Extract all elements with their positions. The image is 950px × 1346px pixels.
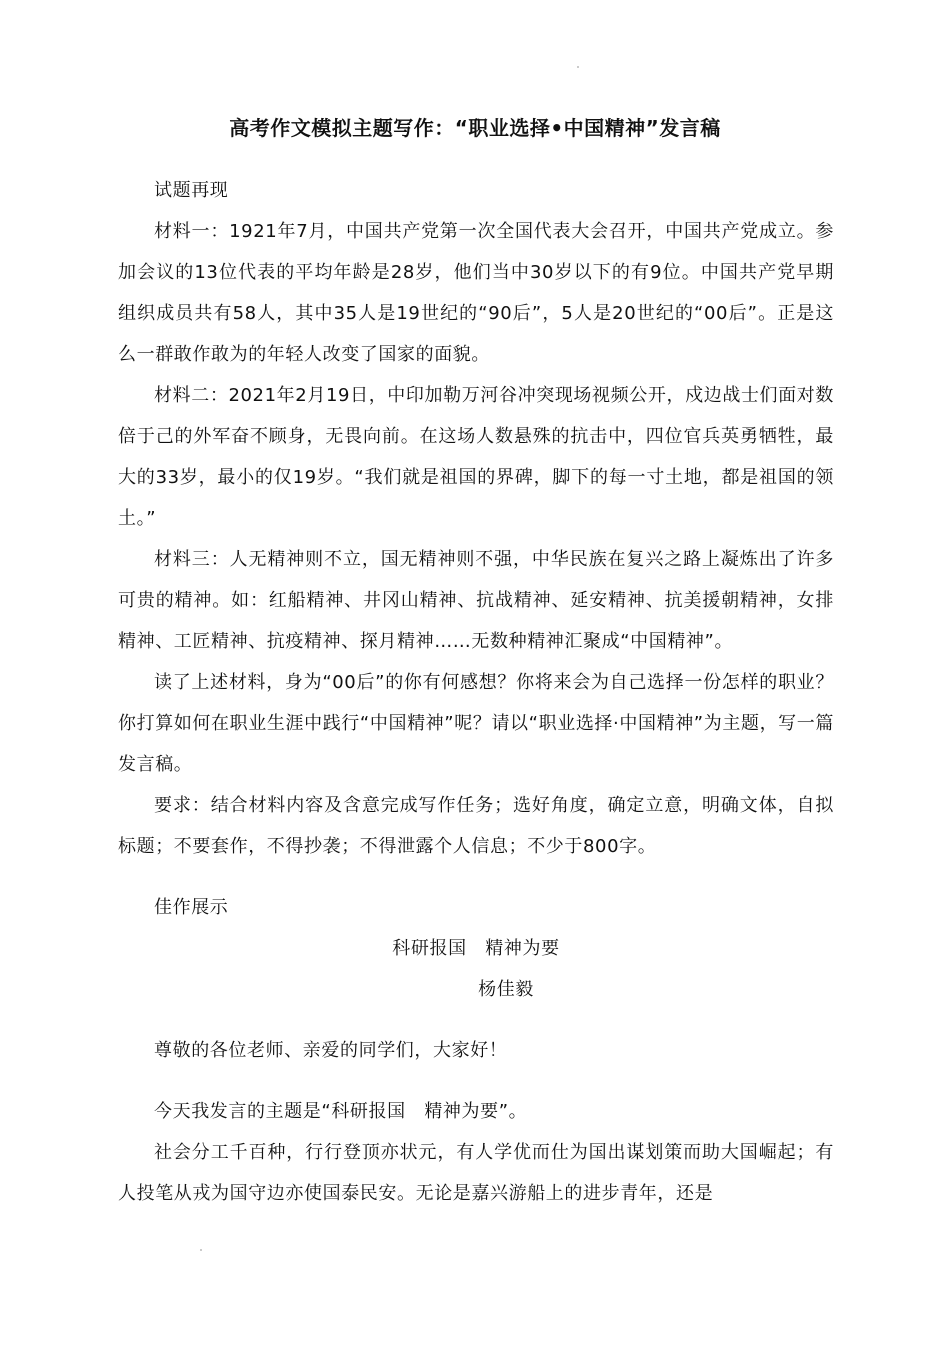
essay-paragraph: 今天我发言的主题是“科研报国 精神为要”。 (154, 1101, 528, 1122)
section-heading-question: 试题再现 (154, 180, 229, 201)
scan-speck (577, 66, 579, 68)
essay-paragraph: 社会分工千百种，行行登顶亦状元，有人学优而仕为国出谋划策而助大国崛起；有人投笔从戎为国守边亦使国泰民安。无论是嘉兴游船上的进步青年，还是 (118, 1142, 834, 1204)
material-three: 材料三：人无精神则不立，国无精神则不强，中华民族在复兴之路上凝炼出了许多可贵的精神。如：红船精神、井冈山精神、抗战精神、延安精神、抗美援朝精神，女排精神、工匠精神、抗疫精神、探月精神……无数种精神汇聚成“中国精神”。 (118, 549, 834, 652)
writing-prompt: 读了上述材料，身为“00后”的你有何感想？你将来会为自己选择一份怎样的职业？你打算如何在职业生涯中践行“中国精神”呢？请以“职业选择·中国精神”为主题，写一篇发言稿。 (118, 672, 834, 775)
document-title: 高考作文模拟主题写作：“职业选择•中国精神”发言稿 (229, 116, 721, 140)
document-body (118, 170, 834, 1214)
essay-title: 科研报国 精神为要 (392, 938, 560, 959)
essay-author: 杨佳毅 (478, 979, 534, 1000)
section-heading-showcase: 佳作展示 (154, 897, 229, 918)
writing-requirements: 要求：结合材料内容及含意完成写作任务；选好角度，确定立意，明确文体，自拟标题；不要套作，不得抄袭；不得泄露个人信息；不少于800字。 (118, 795, 834, 857)
scan-speck (200, 1249, 202, 1251)
material-two: 材料二：2021年2月19日，中印加勒万河谷冲突现场视频公开，戍边战士们面对数倍于己的外军奋不顾身，无畏向前。在这场人数悬殊的抗击中，四位官兵英勇牺牲，最大的33岁，最小的仅19岁。“我们就是祖国的界碑，脚下的每一寸土地，都是祖国的领土。” (118, 385, 834, 529)
essay-greeting: 尊敬的各位老师、亲爱的同学们，大家好！ (154, 1040, 508, 1061)
material-one: 材料一：1921年7月，中国共产党第一次全国代表大会召开，中国共产党成立。参加会议的13位代表的平均年龄是28岁，他们当中30岁以下的有9位。中国共产党早期组织成员共有58人，其中35人是19世纪的“90后”，5人是20世纪的“00后”。正是这么一群敢作敢为的年轻人改变了国家的面貌。 (118, 221, 834, 365)
